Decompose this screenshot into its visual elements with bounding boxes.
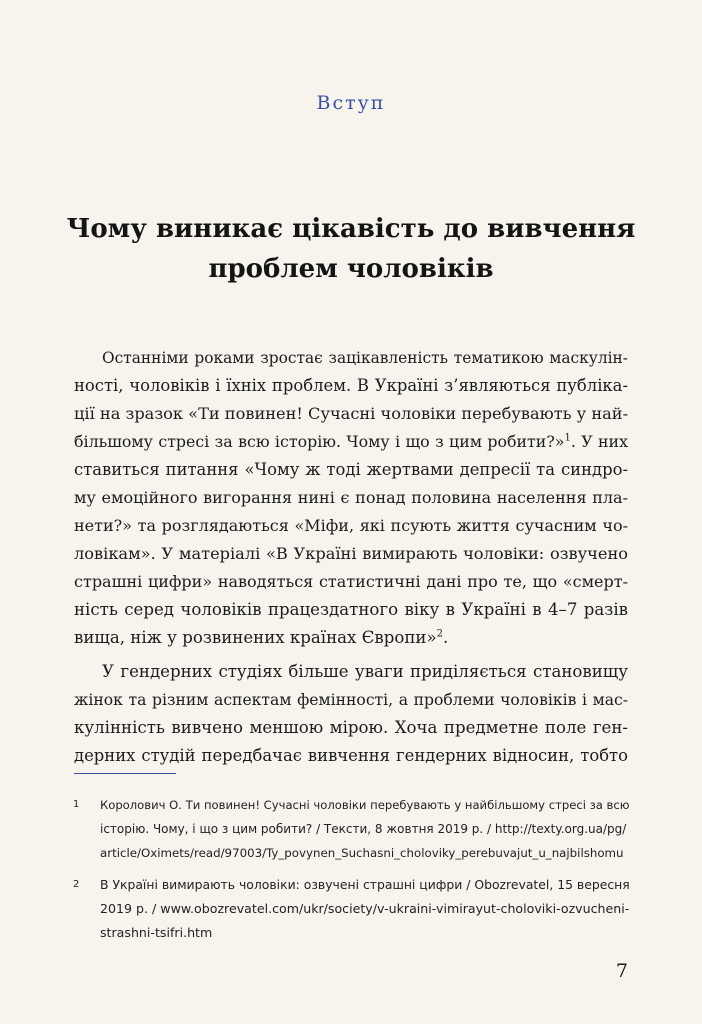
text-line: му емоційного вигорання нині є понад половина населення пла-	[74, 488, 628, 507]
text-line: У гендерних студіях більше уваги приділяється становищу	[102, 662, 628, 681]
chapter-title	[60, 209, 642, 289]
text-line-part: вища, ніж у розвинених країнах Європи»	[74, 628, 437, 647]
text-line: кулінність вивчено меншою мірою. Хоча предметне поле ген-	[74, 718, 628, 737]
text-line: ставиться питання «Чому ж тоді жертвами депресії та синдро-	[74, 460, 628, 479]
text-line: дерних студій передбачає вивчення гендерних відносин, тобто	[74, 746, 628, 765]
footnote-ref-1: 1	[564, 432, 571, 444]
text-line: нети?» та розглядаються «Міфи, які псують життя сучасним чо-	[74, 516, 628, 535]
footnote-ref-2: 2	[436, 628, 443, 640]
text-line: ність серед чоловіків працездатного віку в Україні в 4–7 разів	[74, 600, 628, 619]
paragraph-1	[74, 344, 628, 652]
footnote-body	[100, 793, 632, 865]
paragraph-2	[74, 658, 628, 770]
body-text	[74, 344, 628, 770]
section-label: Вступ	[316, 92, 386, 114]
text-line-part: . У них	[570, 432, 628, 451]
footnotes	[74, 793, 632, 953]
footnote-line: article/Oximets/read/97003/Ty_povynen_Suchasni_choloviky_perebuvajut_u_najbilshomu	[100, 846, 624, 860]
text-line-part: більшому стресі за всю історію. Чому і що з цим робити?»	[74, 432, 565, 451]
footnote-number: 1	[73, 799, 80, 810]
footnote-number: 2	[73, 879, 80, 890]
footnote-body	[100, 873, 632, 945]
footnote-1	[74, 793, 632, 865]
chapter-title-line-2: проблем чоловіків	[208, 254, 494, 285]
footnote-2	[74, 873, 632, 945]
text-line: Останніми роками зростає зацікавленість тематикою маскулін-	[102, 349, 628, 367]
footnote-line: Королович О. Ти повинен! Сучасні чоловіки перебувають у найбільшому стресі за всю	[100, 798, 630, 812]
text-line: ловікам». У матеріалі «В Україні вимирають чоловіки: озвучено	[74, 544, 628, 563]
text-line: ності, чоловіків і їхніх проблем. В Україні з’являються публіка-	[74, 376, 628, 395]
footnote-line: історію. Чому, і що з цим робити? / Тексти, 8 жовтня 2019 р. / http://texty.org.ua/pg/	[100, 822, 627, 836]
footnote-rule	[74, 773, 176, 774]
footnote-line: strashni-tsifri.htm	[100, 925, 213, 940]
text-line: жінок та різним аспектам фемінності, а проблеми чоловіків і мас-	[74, 691, 628, 709]
text-line	[74, 428, 628, 456]
text-line	[74, 624, 628, 652]
text-line: страшні цифри» наводяться статистичні дані про те, що «смерт-	[74, 572, 628, 591]
page-number: 7	[615, 960, 628, 982]
text-line-part: .	[443, 628, 449, 647]
chapter-title-line-1: Чому виникає цікавість до вивчення	[66, 214, 636, 245]
text-line: ції на зразок «Ти повинен! Сучасні чоловіки перебувають у най-	[74, 404, 628, 423]
footnote-line: В Україні вимирають чоловіки: озвучені страшні цифри / Obozrevatel, 15 вересня	[100, 877, 630, 892]
footnote-line: 2019 р. / www.obozrevatel.com/ukr/society/v-ukraini-vimirayut-choloviki-ozvucheni-	[100, 901, 630, 916]
